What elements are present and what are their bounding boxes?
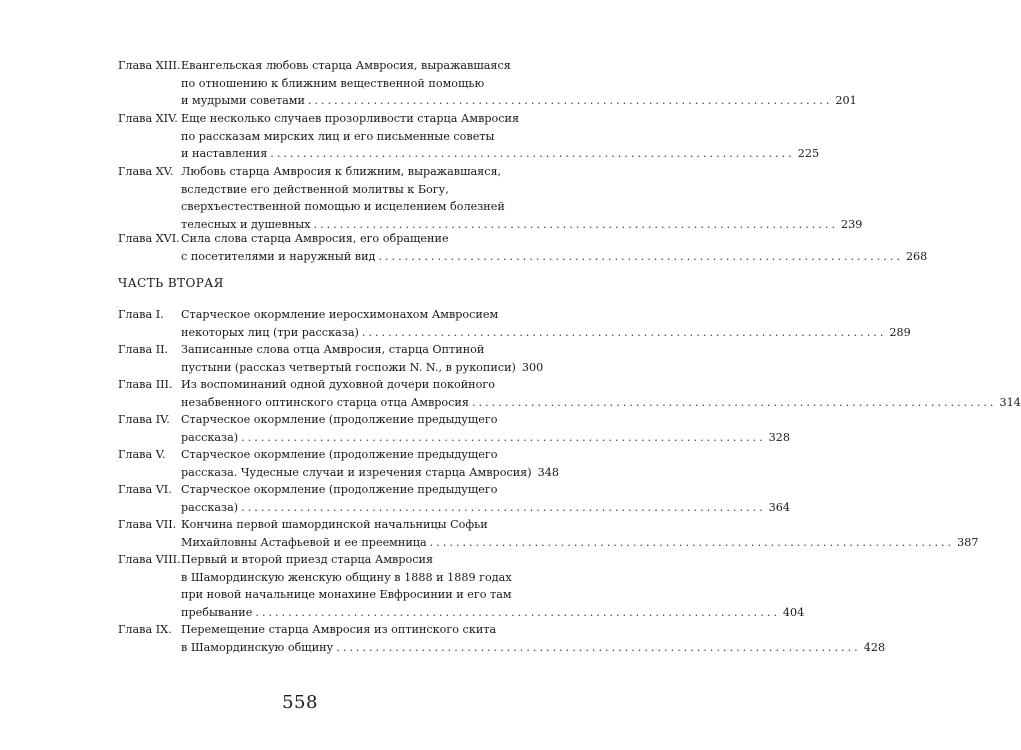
entry-page-number: 225 <box>797 147 820 161</box>
chapter-label: Глава III. <box>118 378 173 391</box>
chapter-label: Глава VIII. <box>118 553 181 566</box>
chapter-title <box>181 621 886 656</box>
chapter-title-line: Старческое окормление (продолжение предыдущего <box>181 483 498 496</box>
chapter-label: Глава XIII. <box>118 59 181 72</box>
chapter-label: Глава XVI. <box>118 232 180 245</box>
chapter-label: Глава VII. <box>118 518 177 531</box>
chapter-title-line: пребывание <box>181 605 253 619</box>
dot-leader: ................................................................................ <box>255 605 780 619</box>
chapter-title-line: рассказа) <box>181 430 239 444</box>
chapter-title-line: по отношению к ближним вещественной помощью <box>181 76 485 90</box>
dot-leader: ................................................................................ <box>336 640 861 654</box>
chapter-title-line: в Шамординскую женскую общину в 1888 и 1889 годах <box>181 570 512 584</box>
chapter-title-line: Сила слова старца Амвросия, его обращение <box>181 232 449 245</box>
chapter-label: Глава XV. <box>118 165 174 178</box>
chapter-title <box>181 57 857 110</box>
chapter-label: Глава II. <box>118 343 169 356</box>
entry-page-number: 239 <box>841 217 863 231</box>
chapter-title <box>181 376 1021 411</box>
chapter-title-line: с посетителями и наружный вид <box>181 249 376 263</box>
dot-leader: ................................................................................ <box>270 147 795 161</box>
chapter-title-line: вследствие его действенной молитвы к Богу, <box>181 182 449 196</box>
entry-page-number: 289 <box>889 325 911 339</box>
chapter-title-line: Перемещение старца Амвросия из оптинского скита <box>181 623 497 636</box>
chapter-title-line: Еще несколько случаев прозорливости старца Амвросия <box>181 112 520 125</box>
chapter-title <box>181 163 863 233</box>
chapter-title-line: Михайловны Астафьевой и ее преемница <box>181 535 427 549</box>
entry-page-number: 364 <box>768 500 791 514</box>
entry-page-number: 348 <box>537 465 559 479</box>
chapter-label: Глава XIV. <box>118 112 178 125</box>
dot-leader: ................................................................................ <box>313 217 839 231</box>
chapter-title-line: Кончина первой шамординской начальницы Софьи <box>181 518 488 531</box>
chapter-title-line: Старческое окормление иеросхимонахом Амвросием <box>181 308 499 321</box>
dot-leader: ................................................................................ <box>471 395 997 409</box>
chapter-title <box>181 306 911 341</box>
chapter-title <box>181 516 979 551</box>
entry-page-number: 328 <box>768 430 791 444</box>
chapter-title-line: сверхъестественной помощью и исцелением болезней <box>181 200 505 214</box>
entry-page-number: 314 <box>999 395 1021 409</box>
chapter-label: Глава I. <box>118 308 164 321</box>
dot-leader: ................................................................................ <box>429 535 955 549</box>
chapter-title-line: Старческое окормление (продолжение предыдущего <box>181 448 498 461</box>
chapter-title <box>181 551 805 621</box>
entry-page-number: 268 <box>905 249 928 263</box>
chapter-label: Глава V. <box>118 448 166 461</box>
chapter-title <box>181 481 791 516</box>
chapter-title-line: и мудрыми советами <box>181 94 305 108</box>
chapter-title-line: Первый и второй приезд старца Амвросия <box>181 553 433 566</box>
dot-leader: ................................................................................ <box>361 325 887 339</box>
entry-page-number: 201 <box>835 94 857 108</box>
chapter-title <box>181 411 791 446</box>
entry-page-number: 404 <box>782 605 805 619</box>
entry-page-number: 387 <box>957 535 979 549</box>
chapter-label: Глава IV. <box>118 413 170 426</box>
entry-page-number: 300 <box>521 360 544 374</box>
chapter-title-line: и наставления <box>181 147 268 161</box>
chapter-label: Глава IX. <box>118 623 172 636</box>
chapter-title-line: рассказа. Чудесные случаи и изречения старца Амвросия) <box>181 465 532 479</box>
chapter-title-line: некоторых лиц (три рассказа) <box>181 325 359 339</box>
chapter-title-line: Записанные слова отца Амвросия, старца Оптиной <box>181 343 485 356</box>
page-number: 558 <box>282 692 318 713</box>
chapter-title <box>181 230 928 265</box>
chapter-title <box>181 110 820 163</box>
chapter-title-line: телесных и душевных <box>181 217 311 231</box>
chapter-title-line: при новой начальнице монахине Евфросинии и его там <box>181 588 512 602</box>
chapter-title-line: Старческое окормление (продолжение предыдущего <box>181 413 498 426</box>
dot-leader: ................................................................................ <box>378 249 903 263</box>
dot-leader: ................................................................................ <box>307 94 833 108</box>
chapter-title-line: Евангельская любовь старца Амвросия, выражавшаяся <box>181 59 511 72</box>
chapter-label: Глава VI. <box>118 483 172 496</box>
chapter-title <box>181 341 544 376</box>
part-two-heading: ЧАСТЬ ВТОРАЯ <box>118 276 224 290</box>
chapter-title-line: Из воспоминаний одной духовной дочери покойного <box>181 378 495 391</box>
chapter-title-line: незабвенного оптинского старца отца Амвросия <box>181 395 469 409</box>
chapter-title-line: рассказа) <box>181 500 239 514</box>
entry-page-number: 428 <box>863 640 886 654</box>
dot-leader: ................................................................................ <box>241 430 766 444</box>
chapter-title <box>181 446 559 481</box>
chapter-title-line: по рассказам мирских лиц и его письменные советы <box>181 129 495 143</box>
chapter-title-line: в Шамординскую общину <box>181 640 334 654</box>
chapter-title-line: Любовь старца Амвросия к ближним, выражавшаяся, <box>181 165 502 178</box>
dot-leader: ................................................................................ <box>241 500 766 514</box>
chapter-title-line: пустыни (рассказ четвертый госпожи N. N., в рукописи) <box>181 360 516 374</box>
